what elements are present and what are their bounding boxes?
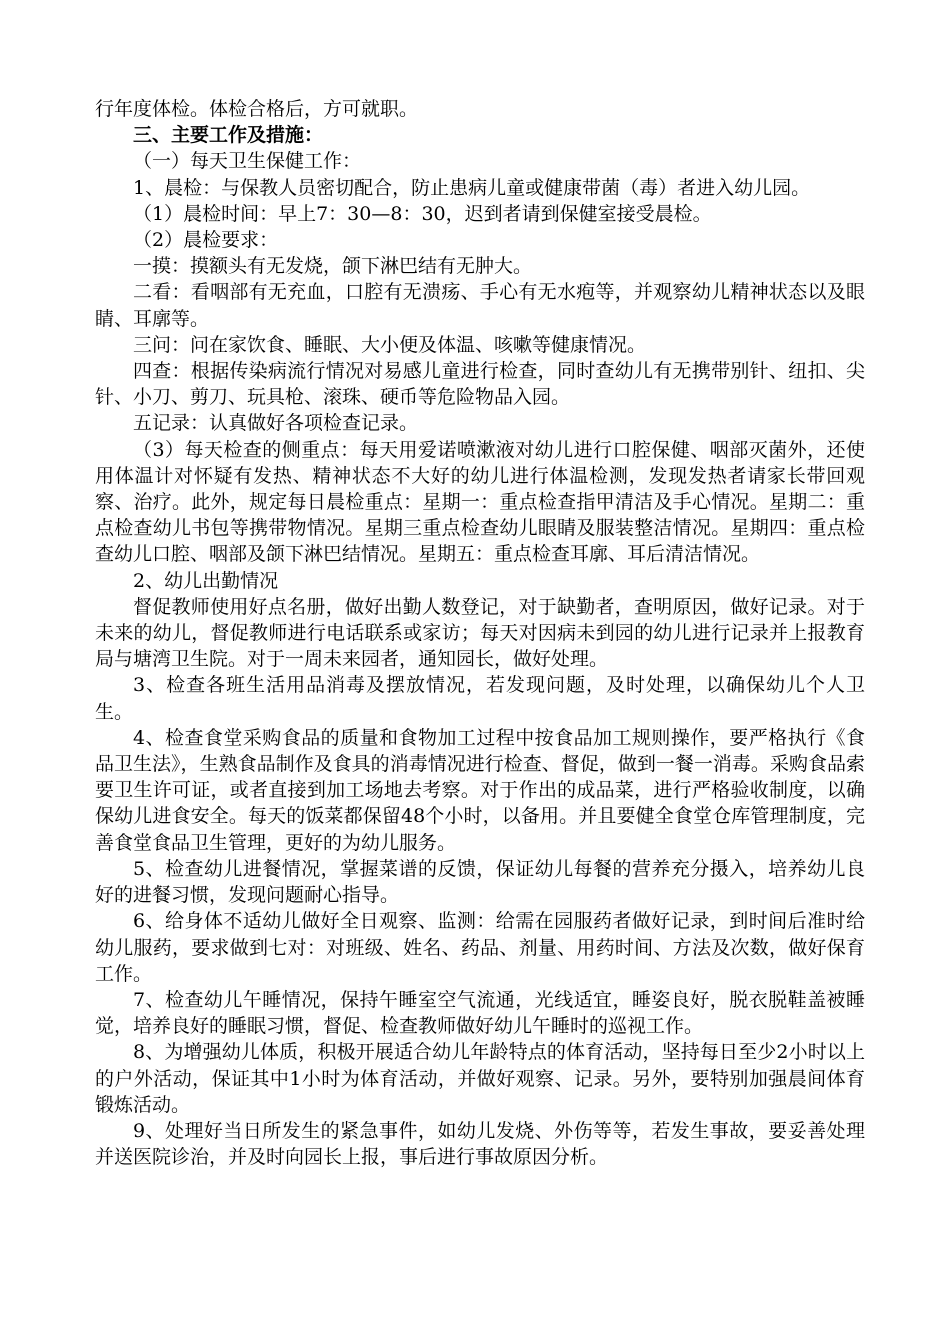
paragraph-item-4: 4、检查食堂采购食品的质量和食物加工过程中按食品加工规则操作，要严格执行《食品卫生法》，生熟食品制作及食具的消毒情况进行检查、督促，做到一餐一消毒。采购食品索要卫生许可证，或者直接到加工场地去考察。对于作出的成品菜，进行严格验收制度，以确保幼儿进食安全。每天的饭菜都保留48个小时，以备用。并且要健全食堂仓库管理制度，完善食堂食品卫生管理，更好的为幼儿服务。 — [95, 726, 865, 854]
section-heading-main-work: 三、主要工作及措施： — [133, 124, 324, 147]
paragraph-look: 二看：看咽部有无充血，口腔有无溃疡、手心有无水疱等，并观察幼儿精神状态以及眼睛、耳廓等。 — [95, 281, 865, 330]
subheading-daily-health-work: （一）每天卫生保健工作： — [133, 150, 362, 173]
paragraph-ask: 三问：问在家饮食、睡眠、大小便及体温、咳嗽等健康情况。 — [133, 333, 647, 356]
paragraph-inspect: 四查：根据传染病流行情况对易感儿童进行检查，同时查幼儿有无携带别针、纽扣、尖针、小刀、剪刀、玩具枪、滚珠、硬币等危险物品入园。 — [95, 360, 865, 409]
paragraph-item-5: 5、检查幼儿进餐情况，掌握菜谱的反馈，保证幼儿每餐的营养充分摄入，培养幼儿良好的进餐习惯，发现问题耐心指导。 — [95, 857, 865, 907]
paragraph-continuation: 行年度体检。体检合格后，方可就职。 — [95, 98, 419, 120]
document-body — [95, 96, 865, 1170]
paragraph-touch: 一摸：摸额头有无发烧，颌下淋巴结有无肿大。 — [133, 255, 533, 278]
paragraph-morning-check: 1、晨检：与保教人员密切配合，防止患病儿童或健康带菌（毒）者进入幼儿园。 — [133, 176, 811, 199]
paragraph-daily-focus: （3）每天检查的侧重点：每天用爱诺喷漱液对幼儿进行口腔保健、咽部灭菌外，还使用体温计对怀疑有发热、精神状态不大好的幼儿进行体温检测，发现发热者请家长带回观察、治疗。此外，规定每日晨检重点：星期一：重点检查指甲清洁及手心情况。星期二：重点检查幼儿书包等携带物情况。星期三重点检查幼儿眼睛及服装整洁情况。星期四：重点检查幼儿口腔、咽部及颌下淋巴结情况。星期五：重点检查耳廓、耳后清洁情况。 — [95, 438, 865, 566]
paragraph-item-9: 9、处理好当日所发生的紧急事件，如幼儿发烧、外伤等等，若发生事故，要妥善处理并送医院诊治，并及时向园长上报，事后进行事故原因分析。 — [95, 1119, 865, 1169]
paragraph-check-time: （1）晨检时间：早上7：30—8：30，迟到者请到保健室接受晨检。 — [133, 202, 712, 225]
paragraph-item-7: 7、检查幼儿午睡情况，保持午睡室空气流通，光线适宜，睡姿良好，脱衣脱鞋盖被睡觉，培养良好的睡眠习惯，督促、检查教师做好幼儿午睡时的巡视工作。 — [95, 988, 865, 1038]
paragraph-item-8: 8、为增强幼儿体质，积极开展适合幼儿年龄特点的体育活动，坚持每日至少2小时以上的户外活动，保证其中1小时为体育活动，并做好观察、记录。另外，要特别加强晨间体育锻炼活动。 — [95, 1041, 865, 1116]
paragraph-item-3: 3、检查各班生活用品消毒及摆放情况，若发现问题，及时处理，以确保幼儿个人卫生。 — [95, 674, 865, 723]
paragraph-attendance-heading: 2、幼儿出勤情况 — [133, 569, 279, 592]
paragraph-item-6: 6、给身体不适幼儿做好全日观察、监测：给需在园服药者做好记录，到时间后准时给幼儿服药，要求做到七对：对班级、姓名、药品、剂量、用药时间、方法及次数，做好保育工作。 — [95, 910, 865, 985]
paragraph-attendance: 督促教师使用好点名册，做好出勤人数登记，对于缺勤者，查明原因，做好记录。对于未来的幼儿，督促教师进行电话联系或家访；每天对因病未到园的幼儿进行记录并上报教育局与塘湾卫生院。对于一周未来园者，通知园长，做好处理。 — [95, 595, 865, 671]
paragraph-record: 五记录：认真做好各项检查记录。 — [133, 412, 419, 435]
paragraph-check-requirements: （2）晨检要求： — [133, 229, 279, 252]
